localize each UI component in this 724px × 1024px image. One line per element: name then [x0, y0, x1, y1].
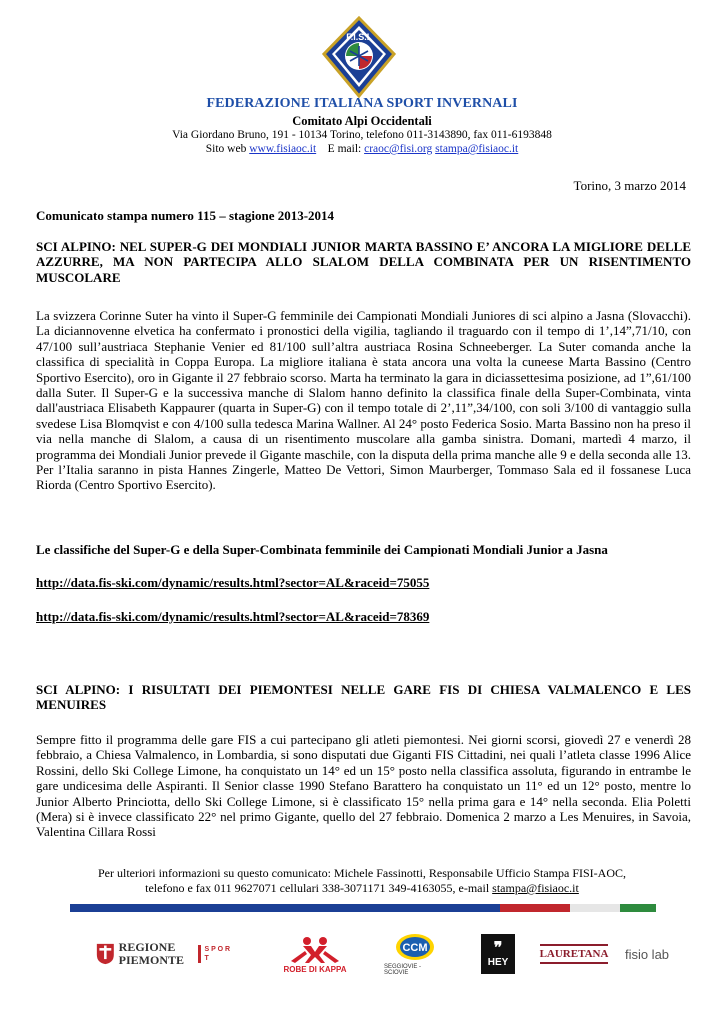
date: Torino, 3 marzo 2014: [573, 178, 686, 193]
footer-color-bar: [70, 904, 656, 912]
sport-text: S P O R T: [198, 945, 231, 963]
regione-shield-icon: [96, 941, 115, 967]
fisi-logo: [322, 16, 396, 98]
ccm-logo: [384, 925, 446, 983]
ccm-icon: [395, 932, 435, 962]
logo-text: F.I.S.I.: [346, 32, 372, 42]
contact-line: [0, 143, 724, 155]
footer-line-2: [0, 881, 724, 896]
sponsor-logos: [88, 925, 688, 985]
footer-email-link[interactable]: stampa@fisiaoc.it: [492, 881, 579, 895]
quote-icon: ❞: [493, 939, 503, 957]
results-heading: Le classifiche del Super-G e della Super-Combinata femminile dei Campionati Mondiali Junior a Jasna: [36, 542, 608, 557]
article1-body: La svizzera Corinne Suter ha vinto il Super-G femminile dei Campionati Mondiali Juniores di sci alpino a Jasna (Slovacchi). La diciannovenne elvetica ha confermato i pronostici della vigilia, tagliando il traguardo con il tempo di 1’,14”,71/10, con 47/100 sull’austriaca Stephanie Venier ed 81/100 sull’altra austriaca Rosina Schneeberger. La Suter comanda anche la classifica di specialità in Coppa Europa. La migliore italiana è stata ancora una volta la cuneese Marta Bassino (Centro Sportivo Esercito), oro in Gigante il 27 febbraio scorso. Marta ha terminato la gara in diciassettesima posizione, ad 1”,61/100 dalla Suter. Il Super-G e la successiva manche di Slalom hanno definito la classifica finale della Super-Combinata, vinta dall'austriaca Elisabeth Kappaurer (quarta in Super-G) con il tempo totale di 2’,11”,34/100, con soli 3/100 di vantaggio sulla svedese Lisa Blomqvist e con 4/100 sulla tedesca Marina Wallner. Al 24° posto Federica Sosio. Marta Bassino non ha preso il via nella manche di Slalom, a causa di un risentimento muscolare alla gamba sinistra. Domani, martedì 4 marzo, il programma dei Mondiali Junior prevede il Gigante maschile, con la disputa della prima manche alle 9 e della seconda alle 13. Per l’Italia saranno in pista Hannes Zingerle, Matteo De Vettori, Simon Maurberger, Tommaso Sala ed il fossanese Luca Riorda (Centro Sportivo Esercito).: [36, 308, 691, 493]
robe-di-kappa-logo: [274, 925, 356, 983]
fisiolab-text: fisio lab: [624, 946, 670, 962]
article2-body: Sempre fitto il programma delle gare FIS a cui partecipano gli atleti piemontesi. Nei giorni scorsi, giovedì 27 e venerdì 28 febbraio, a Chiesa Valmalenco, in Lombardia, si sono disputati due Giganti FIS Cittadini, nei quali l’atleta classe 1996 Alice Rossini, dello Ski College Limone, ha conquistato un 14° ed un 15° posto nella classifica assoluta, figurando in entrambe le gare undicesima delle Aspiranti. Il Senior classe 1990 Stefano Barattero ha conquistato un 11° ed un 12° posto, mentre lo Junior Alberto Princiotta, dello Ski College Limone, si è classificato 15° nella prima gara e 14° nella seconda. Elia Poletti (Mera) si è invece classificato 22° nel primo Gigante, quello del 27 febbraio. Domenica 2 marzo a Les Menuires, in Savoia, Valentina Cillara Rossi: [36, 732, 691, 840]
ccm-text: CCM: [402, 942, 428, 954]
ccm-subtext: SEGGIOVIE - SCIOVIE: [384, 964, 422, 976]
email-link-stampa[interactable]: stampa@fisiaoc.it: [435, 143, 519, 155]
website-link[interactable]: www.fisiaoc.it: [249, 143, 317, 155]
lauretana-text: LAURETANA: [540, 944, 609, 964]
regione-text-2: PIEMONTE: [118, 953, 184, 967]
press-release-number: Comunicato stampa numero 115 – stagione 2013-2014: [36, 208, 335, 223]
kappa-text: ROBE DI KAPPA: [283, 964, 347, 974]
email-label: E mail:: [327, 143, 362, 155]
address-line: Via Giordano Bruno, 191 - 10134 Torino, telefono 011-3143890, fax 011-6193848: [172, 129, 552, 141]
web-label: Sito web: [205, 143, 247, 155]
regione-text-1: REGIONE: [118, 940, 176, 954]
article1-headline: SCI ALPINO: NEL SUPER-G DEI MONDIALI JUNIOR MARTA BASSINO E’ ANCORA LA MIGLIORE DELLE AZZURRE, MA NON PARTECIPA ALLO SLALOM DELLA COMBINATA PER UN RISENTIMENTO MUSCOLARE: [36, 239, 691, 285]
regione-piemonte-logo: [96, 925, 184, 983]
email-link-craoc[interactable]: craoc@fisi.org: [364, 143, 433, 155]
org-name: FEDERAZIONE ITALIANA SPORT INVERNALI: [206, 96, 518, 111]
article2-headline: SCI ALPINO: I RISULTATI DEI PIEMONTESI NELLE GARE FIS DI CHIESA VALMALENCO E LES MENUIRES: [36, 682, 691, 713]
footer-contact: [0, 866, 724, 896]
sport-logo: [192, 925, 236, 983]
footer-line-1: Per ulteriori informazioni su questo comunicato: Michele Fassinotti, Responsabile Ufficio Stampa FISI-AOC,: [97, 866, 627, 880]
hey-text: HEY: [487, 956, 509, 968]
lauretana-logo: [539, 925, 609, 983]
results-link-1[interactable]: http://data.fis-ski.com/dynamic/results.html?sector=AL&raceid=75055: [36, 575, 430, 590]
committee-name: Comitato Alpi Occidentali: [292, 114, 432, 128]
hey-logo: [478, 925, 518, 983]
footer-phone-text: telefono e fax 011 9627071 cellulari 338-3071171 349-4163055, e-mail: [145, 881, 490, 895]
fisiolab-logo: [614, 925, 680, 983]
results-link-2[interactable]: http://data.fis-ski.com/dynamic/results.html?sector=AL&raceid=78369: [36, 609, 430, 624]
kappa-figures-icon: [287, 935, 343, 965]
